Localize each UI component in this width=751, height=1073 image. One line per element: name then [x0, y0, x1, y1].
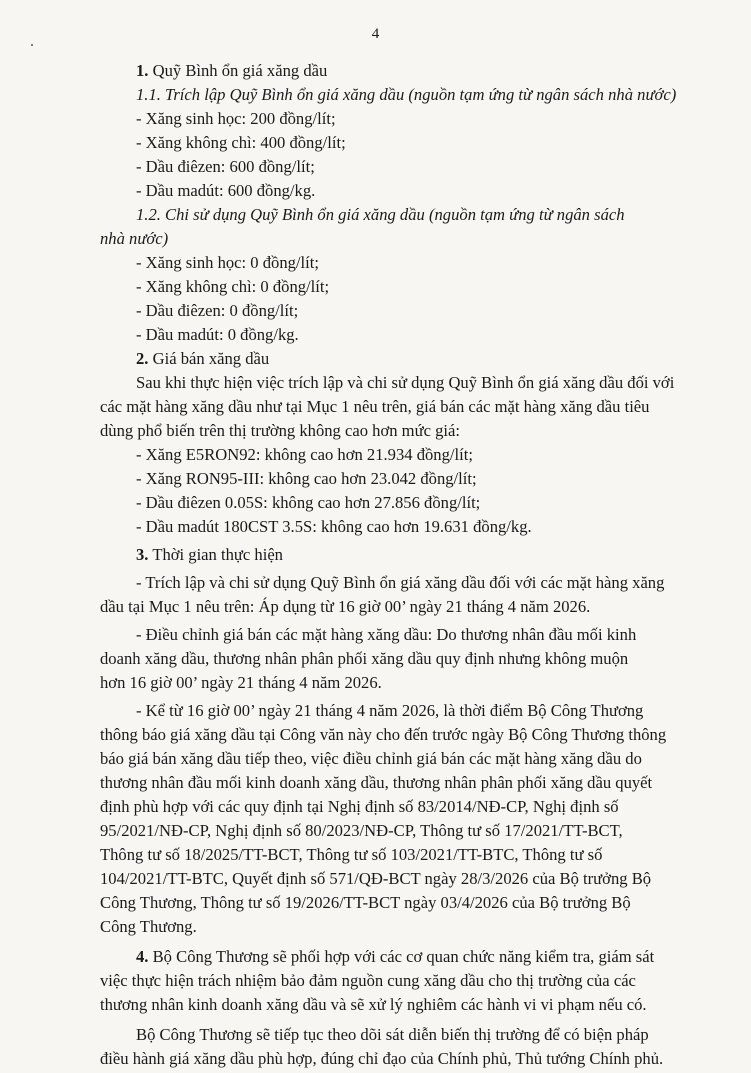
- section-4-text: Bộ Công Thương sẽ phối hợp với các cơ quan chức năng kiểm tra, giám sát: [152, 947, 655, 966]
- section-4-number: 4.: [136, 947, 149, 966]
- section-3-title: Thời gian thực hiện: [152, 545, 283, 564]
- subsection-1-2-title-cont: nhà nước): [100, 229, 169, 248]
- paragraph-line: hơn 16 giờ 00’ ngày 21 tháng 4 năm 2026.: [100, 673, 382, 692]
- section-2-number: 2.: [136, 349, 149, 368]
- paragraph-line: định phù hợp với các quy định tại Nghị định số 83/2014/NĐ-CP, Nghị định số: [100, 797, 619, 816]
- paragraph-line: Thông tư số 18/2025/TT-BCT, Thông tư số 103/2021/TT-BTC, Thông tư số: [100, 845, 603, 864]
- scan-speck: [31, 44, 33, 46]
- paragraph-line: thông báo giá xăng dầu tại Công văn này cho đến trước ngày Bộ Công Thương thông: [100, 725, 667, 744]
- paragraph-line: - Trích lập và chi sử dụng Quỹ Bình ổn giá xăng dầu đối với các mặt hàng xăng: [136, 573, 665, 592]
- paragraph-line: Công Thương, Thông tư số 19/2026/TT-BCT ngày 03/4/2026 của Bộ trưởng Bộ: [100, 893, 631, 912]
- section-2-heading: [100, 347, 687, 371]
- price-item: - Xăng RON95-III: không cao hơn 23.042 đồng/lít;: [136, 469, 477, 488]
- price-item: - Dầu điêzen 0.05S: không cao hơn 27.856 đồng/lít;: [136, 493, 481, 512]
- section-3-number: 3.: [136, 545, 149, 564]
- section-1-title: Quỹ Bình ổn giá xăng dầu: [152, 61, 328, 80]
- list-item: - Dầu madút: 600 đồng/kg.: [136, 181, 316, 200]
- section-2-title: Giá bán xăng dầu: [152, 349, 270, 368]
- paragraph-line: 104/2021/TT-BTC, Quyết định số 571/QĐ-BCT ngày 28/3/2026 của Bộ trưởng Bộ: [100, 869, 652, 888]
- subsection-1-2-title: 1.2. Chi sử dụng Quỹ Bình ổn giá xăng dầu (nguồn tạm ứng từ ngân sách: [136, 205, 625, 224]
- paragraph-line: dầu tại Mục 1 nêu trên: Áp dụng từ 16 giờ 00’ ngày 21 tháng 4 năm 2026.: [100, 597, 591, 616]
- paragraph-line: doanh xăng dầu, thương nhân phân phối xăng dầu quy định nhưng không muộn: [100, 649, 629, 668]
- paragraph-line: Công Thương.: [100, 917, 197, 936]
- list-item: - Xăng sinh học: 200 đồng/lít;: [136, 109, 336, 128]
- paragraph-line: báo giá bán xăng dầu tiếp theo, việc điều chỉnh giá bán các mặt hàng xăng dầu do: [100, 749, 642, 768]
- section-1-heading: [100, 59, 687, 83]
- price-item: - Dầu madút 180CST 3.5S: không cao hơn 19.631 đồng/kg.: [136, 517, 532, 536]
- paragraph-line: 95/2021/NĐ-CP, Nghị định số 80/2023/NĐ-CP, Thông tư số 17/2021/TT-BCT,: [100, 821, 623, 840]
- price-item: - Xăng E5RON92: không cao hơn 21.934 đồng/lít;: [136, 445, 473, 464]
- closing-line: Bộ Công Thương sẽ tiếp tục theo dõi sát diễn biến thị trường để có biện pháp: [136, 1025, 649, 1044]
- paragraph-line: các mặt hàng xăng dầu như tại Mục 1 nêu trên, giá bán các mặt hàng xăng dầu tiêu: [100, 397, 650, 416]
- list-item: - Xăng không chì: 400 đồng/lít;: [136, 133, 346, 152]
- list-item: - Dầu madút: 0 đồng/kg.: [136, 325, 299, 344]
- list-item: - Dầu điêzen: 0 đồng/lít;: [136, 301, 299, 320]
- paragraph-line: dùng phổ biến trên thị trường không cao hơn mức giá:: [100, 421, 460, 440]
- document-body: [100, 59, 687, 1071]
- paragraph-line: thương nhân kinh doanh xăng dầu và sẽ xử lý nghiêm các hành vi vi phạm nếu có.: [100, 995, 647, 1014]
- list-item: - Xăng không chì: 0 đồng/lít;: [136, 277, 330, 296]
- closing-line: điều hành giá xăng dầu phù hợp, đúng chỉ đạo của Chính phủ, Thủ tướng Chính phủ.: [100, 1049, 664, 1068]
- paragraph-line: Sau khi thực hiện việc trích lập và chi sử dụng Quỹ Bình ổn giá xăng dầu đối với: [136, 373, 675, 392]
- list-item: - Xăng sinh học: 0 đồng/lít;: [136, 253, 319, 272]
- paragraph-line: thương nhân đầu mối kinh doanh xăng dầu, thương nhân phân phối xăng dầu quyết: [100, 773, 653, 792]
- list-item: - Dầu điêzen: 600 đồng/lít;: [136, 157, 315, 176]
- subsection-1-1-title: 1.1. Trích lập Quỹ Bình ổn giá xăng dầu (nguồn tạm ứng từ ngân sách nhà nước): [136, 85, 677, 104]
- paragraph-line: việc thực hiện trách nhiệm bảo đảm nguồn cung xăng dầu cho thị trường của các: [100, 971, 636, 990]
- section-4-line: [100, 945, 687, 969]
- paragraph-line: - Điều chỉnh giá bán các mặt hàng xăng dầu: Do thương nhân đầu mối kinh: [136, 625, 637, 644]
- page-number: 4: [371, 26, 380, 42]
- section-1-number: 1.: [136, 61, 149, 80]
- paragraph-line: - Kể từ 16 giờ 00’ ngày 21 tháng 4 năm 2026, là thời điểm Bộ Công Thương: [136, 701, 644, 720]
- section-3-heading: [100, 543, 687, 567]
